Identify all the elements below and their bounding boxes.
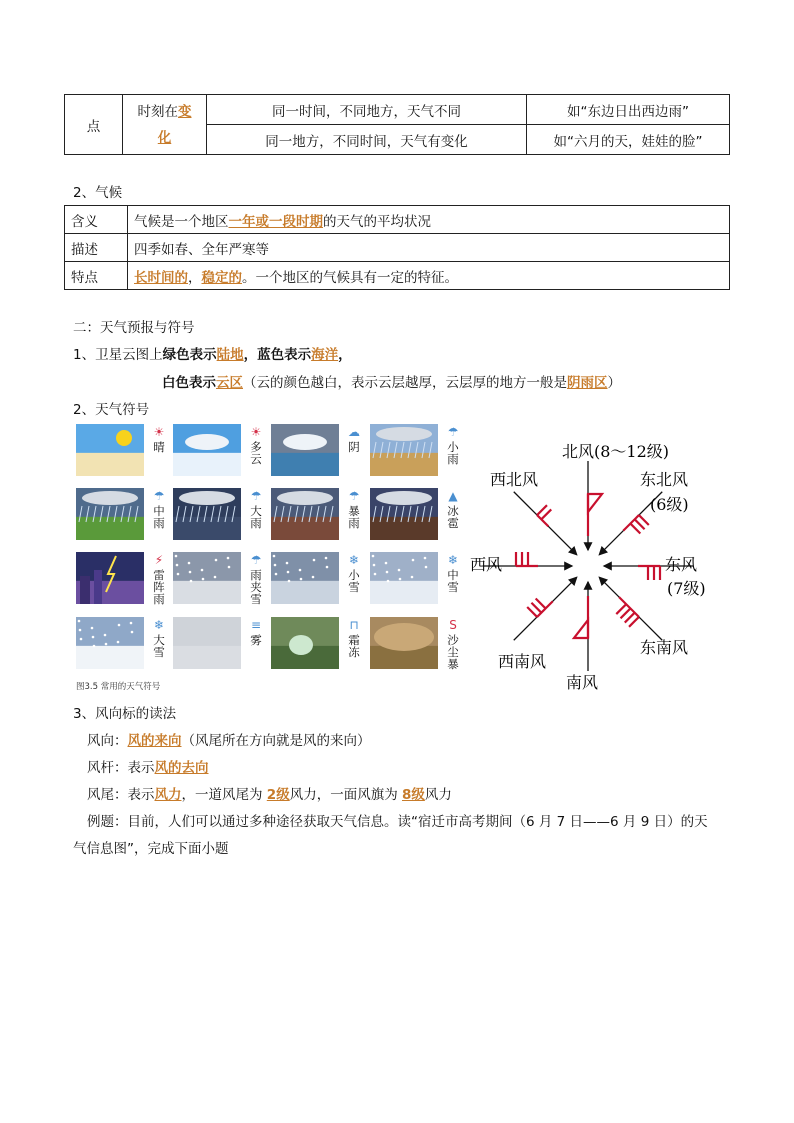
scene-art	[370, 488, 438, 540]
climate-label-text: 特点	[71, 269, 98, 286]
scene-art	[173, 617, 241, 669]
text-em: 风力	[154, 787, 182, 803]
climate-label-text: 描述	[71, 241, 98, 258]
wind-line-pole	[87, 756, 209, 776]
weather-symbol-name: 暴雨	[348, 504, 360, 530]
climate-text: ，	[188, 269, 202, 286]
weather-scene-image	[173, 424, 241, 476]
weather-symbol-name: 雨夹雪	[250, 568, 262, 606]
climate-value	[128, 234, 730, 262]
scene-art	[76, 617, 144, 669]
weather-symbol	[245, 554, 267, 605]
weather-symbol	[343, 554, 365, 593]
climate-text: 。一个地区的气候具有一定的特征。	[242, 269, 458, 286]
text: （云的颜色越白，表示云层越厚，云层厚的地方一般是	[243, 375, 567, 391]
weather-scene-image	[370, 552, 438, 604]
text: ）	[607, 375, 621, 391]
weather-symbol	[442, 554, 464, 593]
feature-title-em1: 变	[178, 103, 192, 120]
text-em: 风的来向	[127, 733, 182, 749]
weather-symbol-name: 多云	[250, 440, 262, 466]
wind-line-direction	[87, 729, 371, 749]
weather-symbol	[442, 619, 464, 670]
wind-label-east-level: (7级)	[667, 579, 706, 598]
weather-scene-image	[271, 552, 339, 604]
weather-symbol-name: 阴	[348, 440, 360, 454]
moderate-snow-icon: ❄	[447, 553, 459, 567]
climate-label	[65, 206, 128, 234]
feature-label: 点	[86, 118, 101, 135]
text-bold: ，	[243, 347, 258, 363]
weather-symbol	[148, 554, 170, 605]
climate-heading: 2、气候	[73, 185, 123, 201]
frost-icon: ⊓	[349, 618, 359, 632]
wind-label-northeast-level: (6级)	[650, 495, 689, 514]
climate-text: 气候是一个地区	[134, 213, 229, 230]
scene-art	[271, 617, 339, 669]
wind-heading: 3、风向标的读法	[73, 706, 177, 722]
weather-scene-image	[76, 488, 144, 540]
hail-icon: ▲	[448, 489, 458, 503]
weather-symbol-name: 雷阵雨	[153, 568, 165, 606]
feature-title-em2: 化	[157, 129, 172, 146]
climate-em: 长时间的	[134, 269, 188, 286]
weather-symbol	[343, 490, 365, 529]
weather-symbol-name: 大雨	[250, 504, 262, 530]
text-em: 陆地	[216, 347, 244, 363]
weather-scene-image	[76, 424, 144, 476]
wind-label-north: 北风(8～12级)	[562, 442, 670, 461]
fog-icon: ≡	[250, 618, 262, 632]
climate-label	[65, 262, 128, 290]
weather-symbol-name: 冰雹	[447, 504, 459, 530]
feature-title-cell	[123, 95, 207, 155]
text: 1、卫星云图上	[73, 347, 163, 363]
scene-art	[173, 552, 241, 604]
sandstorm-icon: S	[449, 618, 457, 632]
light-snow-icon: ❄	[348, 553, 360, 567]
text-bold: 绿色表示	[162, 347, 217, 363]
feature-example: 如“六月的天，娃娃的脸”	[553, 133, 703, 150]
figure-caption: 图3.5 常用的天气符号	[76, 682, 161, 692]
wind-label-east: 东风	[665, 555, 698, 574]
wind-line-tail	[87, 783, 452, 803]
text-em: 阴雨区	[567, 375, 608, 391]
weather-scene-image	[370, 488, 438, 540]
partly-cloudy-icon: ☀	[250, 425, 262, 439]
text: 风向：	[87, 733, 128, 749]
feature-desc-cell	[207, 125, 527, 155]
text: 风尾：表示	[87, 787, 155, 803]
weather-scene-image	[173, 552, 241, 604]
wind-direction-diagram	[470, 430, 710, 694]
weather-symbol	[148, 490, 170, 529]
weather-scene-image	[271, 488, 339, 540]
scene-art	[271, 552, 339, 604]
weather-symbol	[148, 426, 170, 453]
sun-icon: ☀	[153, 425, 165, 439]
climate-em: 一年或一段时期	[228, 213, 323, 230]
feature-desc: 同一地方，不同时间，天气有变化	[265, 133, 468, 150]
text-bold: 白色表示	[162, 375, 216, 391]
text-em: 云区	[216, 375, 243, 391]
climate-table	[64, 205, 730, 290]
weather-symbol-name: 中雪	[447, 568, 459, 594]
climate-value	[128, 206, 730, 234]
weather-scene-image	[271, 617, 339, 669]
text-bold: ，	[338, 347, 352, 363]
feature-title-prefix: 时刻在	[137, 103, 178, 120]
wind-label-northwest: 西北风	[490, 470, 539, 489]
scene-art	[76, 424, 144, 476]
wind-flag-pennant	[574, 620, 588, 638]
scene-art	[370, 424, 438, 476]
wind-label-southeast: 东南风	[640, 638, 689, 657]
weather-symbol-grid	[76, 424, 466, 674]
scene-art	[173, 488, 241, 540]
climate-value	[128, 262, 730, 290]
climate-text: 的天气的平均状况	[323, 213, 431, 230]
feature-desc: 同一时间，不同地方，天气不同	[272, 103, 461, 120]
example-line-1: 例题：目前，人们可以通过多种途径获取天气信息。读“宿迁市高考期间（6 月 7 日——6 月 9 日）的天	[87, 814, 708, 830]
moderate-rain-icon: ☂	[153, 489, 165, 503]
heavy-rain-icon: ☂	[250, 489, 262, 503]
scene-art	[271, 488, 339, 540]
scene-art	[76, 552, 144, 604]
weather-symbol	[245, 490, 267, 529]
text-em: 海洋	[311, 347, 339, 363]
weather-scene-image	[271, 424, 339, 476]
wind-flag-pennant	[588, 494, 602, 512]
wind-flag-tail	[527, 607, 537, 617]
wind-label-southwest: 西南风	[498, 652, 547, 671]
weather-symbol-name: 雾	[250, 633, 262, 647]
text-em: 8级	[402, 787, 425, 803]
satellite-line-1	[73, 343, 352, 363]
scene-art	[76, 488, 144, 540]
feature-example: 如“东边日出西边雨”	[567, 103, 689, 120]
text-em: 风的去向	[154, 760, 209, 776]
wind-flag-tail	[639, 515, 649, 525]
text-bold: 蓝色表示	[257, 347, 312, 363]
climate-em: 稳定的	[201, 269, 242, 286]
sleet-icon: ☂	[250, 553, 262, 567]
weather-symbol-name: 大雪	[153, 633, 165, 659]
light-rain-icon: ☂	[447, 425, 459, 439]
text: 风杆：表示	[87, 760, 155, 776]
scene-art	[271, 424, 339, 476]
weather-scene-image	[173, 617, 241, 669]
weather-symbol	[442, 490, 464, 529]
weather-scene-image	[76, 617, 144, 669]
weather-scene-image	[370, 424, 438, 476]
weather-symbol-name: 霜冻	[348, 633, 360, 659]
wind-flag-tail	[629, 617, 639, 627]
weather-symbol	[343, 619, 365, 658]
feature-example-cell	[527, 95, 730, 125]
text: ，一道风尾为	[181, 787, 267, 803]
weather-symbol	[245, 426, 267, 465]
climate-label-text: 含义	[71, 213, 98, 230]
weather-symbol-name: 小雪	[348, 568, 360, 594]
overcast-icon: ☁	[348, 425, 360, 439]
scene-art	[173, 424, 241, 476]
feature-desc-cell	[207, 95, 527, 125]
feature-example-cell	[527, 125, 730, 155]
weather-symbol	[442, 426, 464, 465]
text-em: 2级	[266, 787, 290, 803]
weather-scene-image	[76, 552, 144, 604]
feature-label-cell	[65, 95, 123, 155]
scene-art	[370, 552, 438, 604]
heavy-snow-icon: ❄	[153, 618, 165, 632]
text: （风尾所在方向就是风的来向）	[181, 733, 371, 749]
climate-text: 四季如春、全年严寒等	[134, 241, 269, 258]
text: 风力	[424, 787, 452, 803]
wind-flag-tail	[537, 505, 547, 515]
wind-label-south: 南风	[566, 673, 599, 692]
wind-label-northeast: 东北风	[640, 470, 689, 489]
rainstorm-icon: ☂	[348, 489, 360, 503]
text: 风力，一面风旗为	[289, 787, 402, 803]
satellite-line-2	[162, 371, 621, 391]
example-line-2: 气信息图”，完成下面小题	[73, 841, 229, 857]
weather-symbol-name: 中雨	[153, 504, 165, 530]
weather-feature-table	[64, 94, 730, 155]
thunder-shower-icon: ⚡	[154, 553, 164, 567]
symbols-heading: 2、天气符号	[73, 402, 150, 418]
scene-art	[370, 617, 438, 669]
weather-symbol	[148, 619, 170, 658]
weather-symbol-name: 沙尘暴	[447, 633, 459, 671]
climate-label	[65, 234, 128, 262]
weather-symbol-name: 晴	[153, 440, 165, 454]
weather-symbol	[245, 619, 267, 646]
section-heading: 二：天气预报与符号	[73, 320, 195, 336]
wind-label-west: 西风	[470, 555, 503, 574]
weather-scene-image	[370, 617, 438, 669]
weather-scene-image	[173, 488, 241, 540]
weather-symbol	[343, 426, 365, 453]
weather-symbol-name: 小雨	[447, 440, 459, 466]
